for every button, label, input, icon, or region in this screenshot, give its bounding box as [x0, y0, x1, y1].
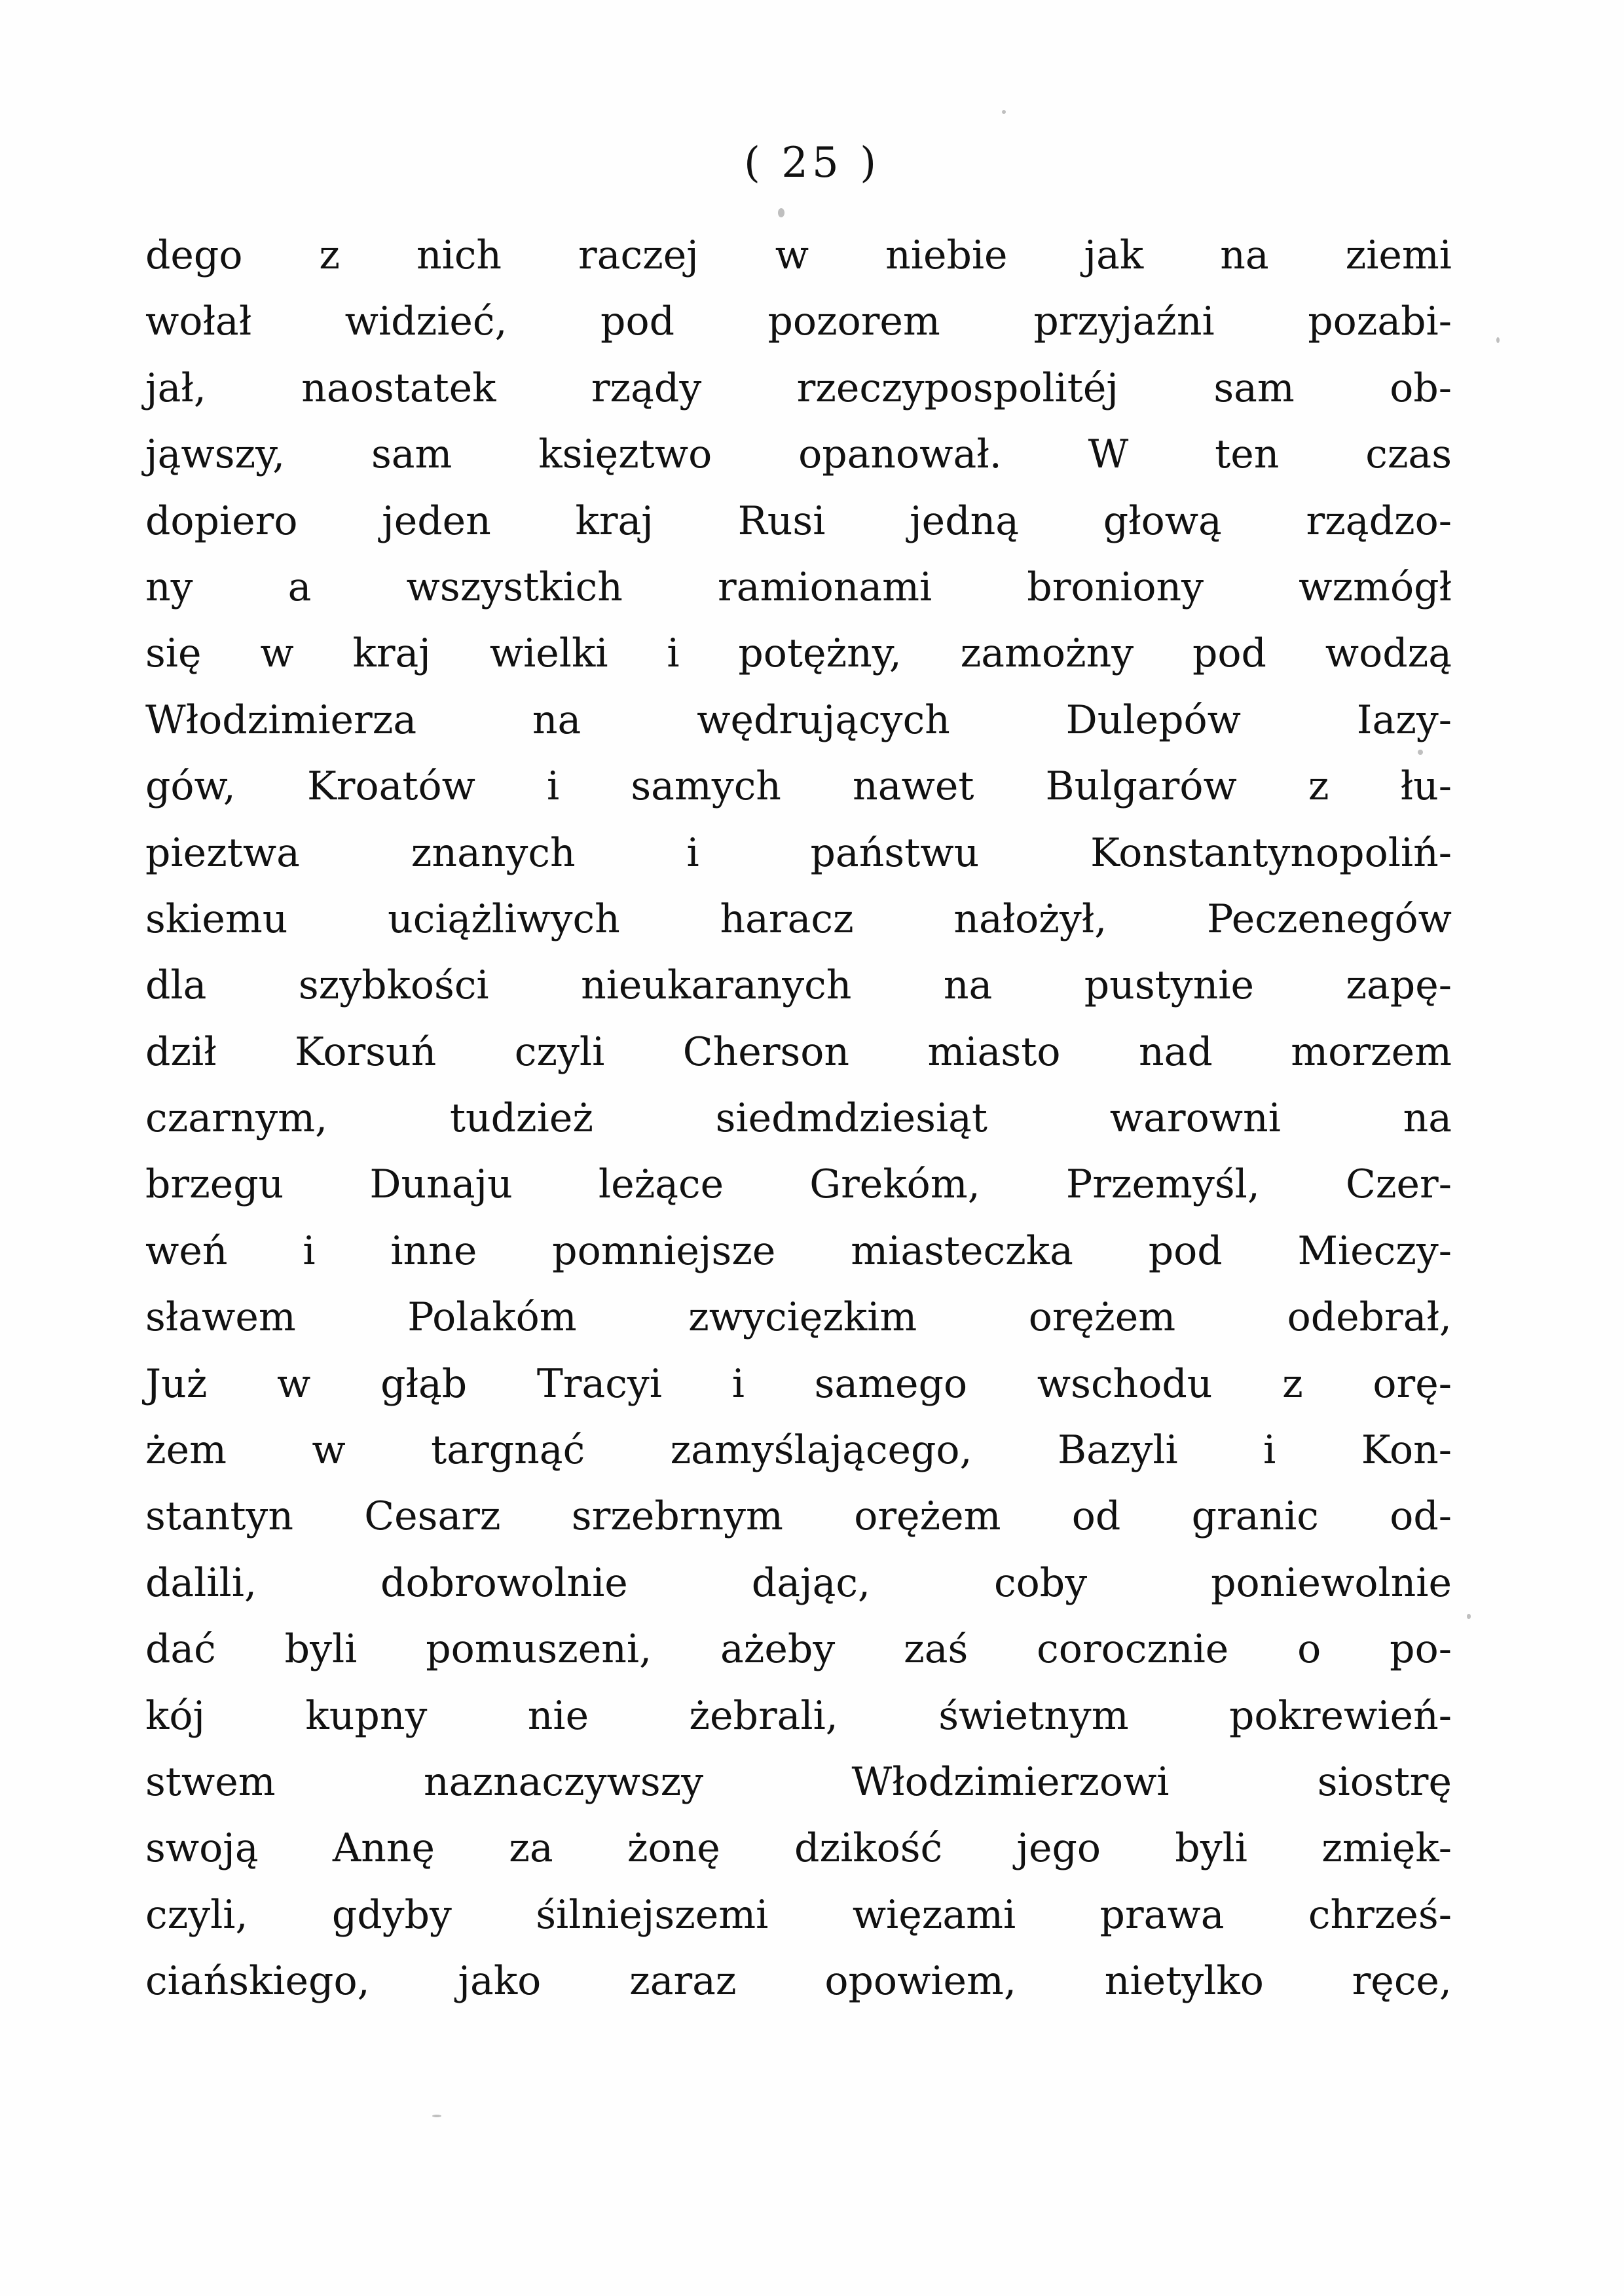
text-line: swoją Annę za żonę dzikość jego byli zmięk-: [145, 1825, 1452, 1872]
paper-speck: [1002, 110, 1006, 114]
paper-speck: [778, 208, 784, 217]
text-line: jał, naostatek rządy rzeczypospolitéj sam ob-: [145, 365, 1452, 411]
page-number: ( 25 ): [743, 139, 881, 187]
text-line: czyli, gdyby śilniejszemi więzami prawa chrześ-: [145, 1891, 1452, 1938]
text-line: wołał widzieć, pod pozorem przyjaźni pozabi-: [145, 299, 1452, 345]
text-line: się w kraj wielki i potężny, zamożny pod wodzą: [145, 630, 1452, 677]
text-line: kój kupny nie żebrali, świetnym pokrewień-: [145, 1692, 1452, 1739]
body-text: [145, 223, 1452, 2015]
text-line: stwem naznaczywszy Włodzimierzowi siostrę: [145, 1758, 1452, 1805]
text-line: pieztwa znanych i państwu Konstantynopoliń-: [145, 829, 1452, 876]
text-line: ny a wszystkich ramionami broniony wzmógł: [145, 564, 1452, 610]
paper-speck: [432, 2115, 441, 2117]
paper-speck: [1496, 337, 1500, 343]
text-line: Już w głąb Tracyi i samego wschodu z orę-: [145, 1360, 1452, 1407]
text-line: brzegu Dunaju leżące Grekóm, Przemyśl, Czer-: [145, 1161, 1452, 1208]
text-line: sławem Polakóm zwycięzkim orężem odebrał,: [145, 1294, 1452, 1341]
text-line: dopiero jeden kraj Rusi jedną głową rządzo-: [145, 498, 1452, 544]
text-line: ciańskiego, jako zaraz opowiem, nietylko ręce,: [145, 1958, 1452, 2005]
text-line: skiemu uciążliwych haracz nałożył, Peczenegów: [145, 896, 1452, 942]
text-line: dził Korsuń czyli Cherson miasto nad morzem: [145, 1029, 1452, 1075]
text-line: stantyn Cesarz srzebrnym orężem od granic od-: [145, 1493, 1452, 1540]
text-line: dla szybkości nieukaranych na pustynie zapę-: [145, 962, 1452, 1009]
text-line: dalili, dobrowolnie dając, coby poniewolnie: [145, 1559, 1452, 1606]
text-line: jąwszy, sam księztwo opanował. W ten czas: [145, 431, 1452, 478]
text-line: żem w targnąć zamyślającego, Bazyli i Kon-: [145, 1427, 1452, 1474]
text-line: Włodzimierza na wędrujących Dulepów Iazy-: [145, 697, 1452, 743]
paper-speck: [1418, 750, 1423, 755]
paper-speck: [1467, 1614, 1471, 1619]
text-line: weń i inne pomniejsze miasteczka pod Mieczy-: [145, 1228, 1452, 1274]
text-line: dać byli pomuszeni, ażeby zaś corocznie o po-: [145, 1626, 1452, 1673]
text-line: dego z nich raczej w niebie jak na ziemi: [145, 232, 1452, 278]
text-line: gów, Kroatów i samych nawet Bulgarów z łu-: [145, 763, 1452, 810]
text-line: czarnym, tudzież siedmdziesiąt warowni na: [145, 1095, 1452, 1142]
